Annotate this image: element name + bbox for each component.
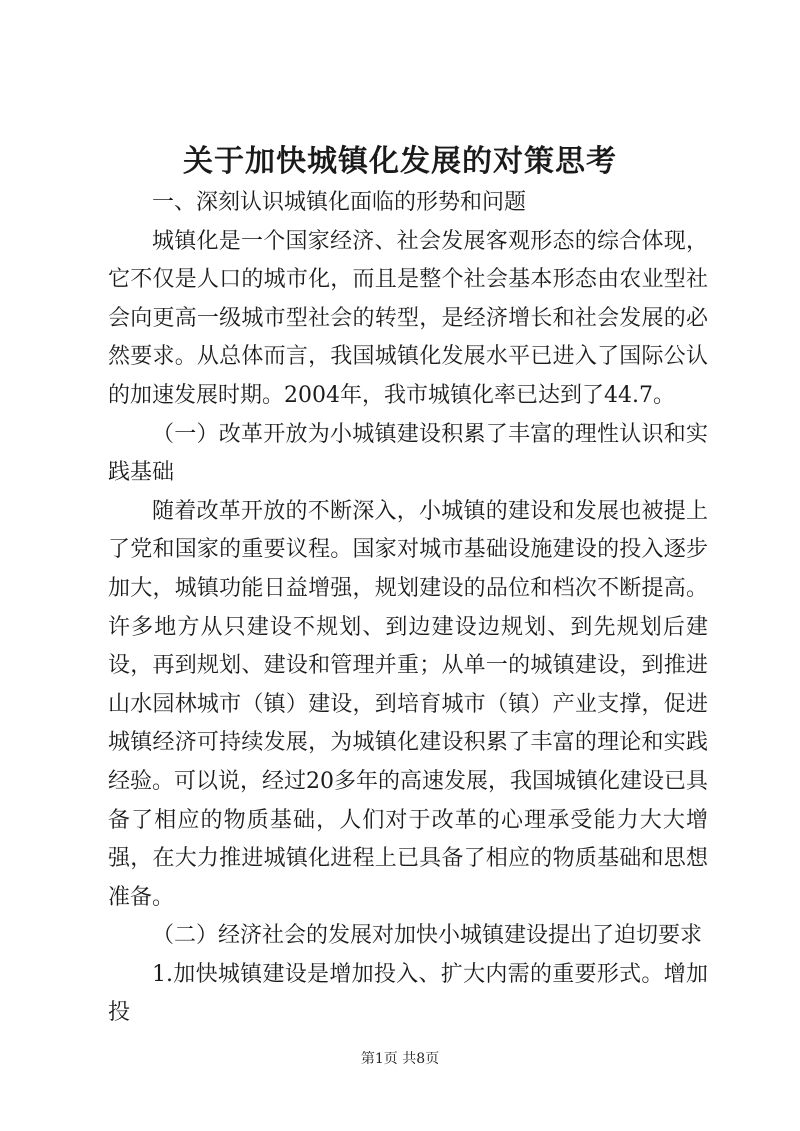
document-body (108, 184, 708, 1033)
subsection-heading-2: （二）经济社会的发展对加快小城镇建设提出了迫切要求 (152, 923, 703, 949)
page-footer: 第1页 共8页 (360, 1051, 440, 1067)
body-paragraph-1: 城镇化是一个国家经济、社会发展客观形态的综合体现，它不仅是人口的城市化，而且是整个社会基本形态由农业型社会向更高一级城市型社会的转型，是经济增长和社会发展的必然要求。从总体而言，我国城镇化发展水平已进入了国际公认的加速发展时期。2004年，我市城镇化率已达到了44.7。 (108, 228, 708, 408)
document-title: 关于加快城镇化发展的对策思考 (183, 144, 617, 179)
section-heading-1: 一、深刻认识城镇化面临的形势和问题 (152, 190, 527, 215)
body-paragraph-3: 1.加快城镇建设是增加投入、扩大内需的重要形式。增加投 (108, 961, 708, 1026)
body-paragraph-2: 随着改革开放的不断深入，小城镇的建设和发展也被提上了党和国家的重要议程。国家对城市基础设施建设的投入逐步加大，城镇功能日益增强，规划建设的品位和档次不断提高。许多地方从只建设不规划、到边建设边规划、到先规划后建设，再到规划、建设和管理并重；从单一的城镇建设，到推进山水园林城市（镇）建设，到培育城市（镇）产业支撑，促进城镇经济可持续发展，为城镇化建设积累了丰富的理论和实践经验。可以说，经过20多年的高速发展，我国城镇化建设已具备了相应的物质基础，人们对于改革的心理承受能力大大增强，在大力推进城镇化进程上已具备了相应的物质基础和思想准备。 (108, 498, 708, 910)
subsection-heading-1: （一）改革开放为小城镇建设积累了丰富的理性认识和实践基础 (108, 421, 708, 486)
